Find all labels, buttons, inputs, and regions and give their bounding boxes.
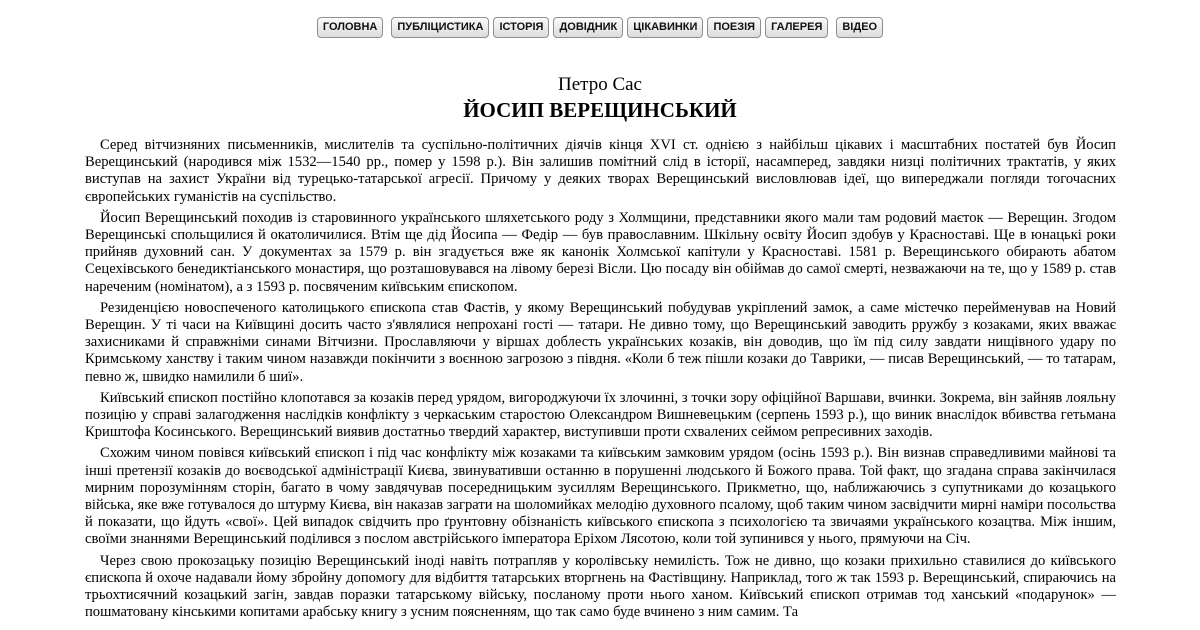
article-paragraph: Через свою прокозацьку позицію Верещинський іноді навіть потрапляв у королівську немилість. Тож не дивно, що козаки прихильно ставилися до київського єпископа й охоче надавали йому збройну допомогу для відбиття татарських вторгнень на Фастівщину. Наприклад, того ж так 1593 р. Верещинський, спираючись на трьохтисячний козацький загін, завдав поразки татарському війську, посланому проти нього ханом. Київський єпископ отримав тод ханський «подарунок» — пошматовану кінськими копитами арабську книгу з усним поясненням, що так само буде вчинено з ним самим. Та — [85, 552, 1116, 621]
top-navigation — [0, 17, 1200, 38]
nav-button-history[interactable]: ІСТОРІЯ — [493, 17, 549, 38]
article-author: Петро Сас — [558, 74, 642, 95]
nav-button-poetry[interactable]: ПОЕЗІЯ — [707, 17, 761, 38]
article-body — [85, 137, 1116, 625]
article-paragraph: Резиденцією новоспеченого католицького єпископа став Фастів, у якому Верещинський побудував укріплений замок, а саме містечко перейменував на Новий Верещин. У ті часи на Київщині досить часто з'являлися непрохані гості — татари. Не дивно тому, що Верещинський заводить рружбу з козаками, яких вважає захисниками й справжніми синами Вітчизни. Прославляючи у віршах доблесть українських козаків, він доводив, що їм під силу завдати нищівного удару по Кримському ханству і таким чином назавжди покінчити з воєнною загрозою з півдня. «Коли б теж пішли козаки до Таврики, — писав Верещинський, — то татарам, певно ж, швидко намилили б шиї». — [85, 299, 1116, 385]
article-paragraph: Схожим чином повівся київський єпископ і під час конфлікту між козаками та київським замковим урядом (осінь 1593 р.). Він визнав справедливими майнові та інші претензії козаків до воєводської адміністрації Києва, звинувативши останню в порушенні людського й Божого права. Той факт, що згадана справа закінчилася мирним порозумінням сторін, багато в чому завдячував посередницьким зусиллям Верещинського. Прикметно, що, наближаючись з супутниками до козацького війська, яке вже готувалося до штурму Києва, він наказав заграти на шоломийках мелодію духовного псалому, щоб таким чином засвідчити мирні наміри посольства й показати, що йдуть «свої». Цей випадок свідчить про ґрунтовну обізнаність київського єпископа з психологією та звичаями українського козацтва. Між іншим, своїми знаннями Верещинський поділився з послом австрійського імператора Еріхом Лясотою, коли той зупинився у нього, прямуючи на Січ. — [85, 445, 1116, 548]
nav-button-publicistics[interactable]: ПУБЛІЦИСТИКА — [391, 17, 489, 38]
article-paragraph: Йосип Верещинський походив із старовинного українського шляхетського роду з Холмщини, представники якого мали там родовий маєток — Верещин. Згодом Верещинські спольщилися й окатоличилися. Втім ще дід Йосипа — Федір — був православним. Шкільну освіту Йосип здобув у Красноставі. Ще в юнацькі роки прийняв духовний сан. У документах за 1579 р. він згадується вже як канонік Холмської капітули у Красноставі. 1581 р. Верещинського обирають абатом Сецехівського бенедиктіанського монастиря, що розташовувався на лівому березі Вісли. Цю посаду він обіймав до самої смерті, незважаючи на те, що у 1589 р. став нареченим (номінатом), а з 1593 р. посвяченим київським єпископом. — [85, 209, 1116, 295]
nav-button-video[interactable]: ВІДЕО — [836, 17, 883, 38]
nav-button-home[interactable]: ГОЛОВНА — [317, 17, 383, 38]
nav-button-curiosities[interactable]: ЦІКАВИНКИ — [627, 17, 703, 38]
article-paragraph: Серед вітчизняних письменників, мислителів та суспільно-політичних діячів кінця XVI ст. однією з найбільш цікавих і масштабних постатей був Йосип Верещинський (народився між 1532—1540 рр., помер у 1598 р.). Він залишив помітний слід в історії, насамперед, завдяки низці політичних трактатів, у яких виступав на захист України від турецько-татарської агресії. Причому у деяких творах Верещинський висловлював ідеї, що випереджали погляди тогочасних європейських гуманістів на суспільство. — [85, 137, 1116, 205]
nav-button-reference[interactable]: ДОВІДНИК — [553, 17, 623, 38]
article-title: ЙОСИП ВЕРЕЩИНСЬКИЙ — [463, 98, 737, 122]
nav-button-gallery[interactable]: ГАЛЕРЕЯ — [765, 17, 828, 38]
article-paragraph: Київський єпископ постійно клопотався за козаків перед урядом, вигороджуючи їх злочинні, з точки зору офіційної Варшави, вчинки. Зокрема, він зайняв лояльну позицію у справі залагодження наслідків конфлікту з черкаським старостою Олександром Вишневецьким (серпень 1593 р.), що виник внаслідок вбивства гетьмана Криштофа Косинського. Верещинський виявив достатньо твердий характер, виступивши проти схвалених сеймом репресивних заходів. — [85, 389, 1116, 441]
